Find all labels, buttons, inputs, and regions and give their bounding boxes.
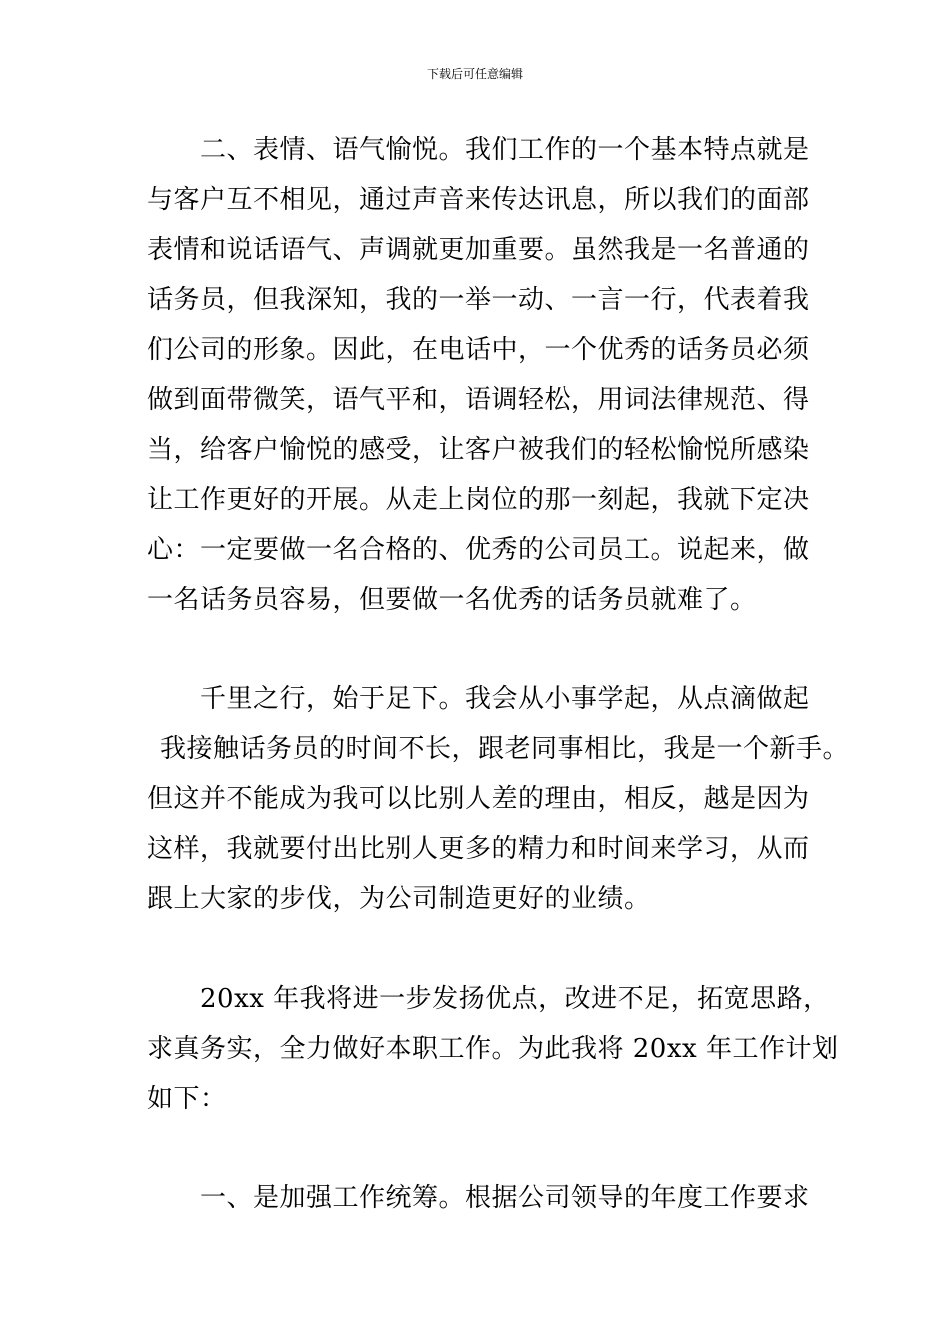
paragraph-2-line-1: 千里之行，始于足下。我会从小事学起，从点滴做起	[200, 684, 810, 714]
paragraph-1-line-9: 心：一定要做一名合格的、优秀的公司员工。说起来，做	[147, 535, 810, 565]
page-header: 下载后可任意编辑	[426, 67, 523, 81]
paragraph-1-line-3: 表情和说话语气、声调就更加重要。虽然我是一名普通的	[147, 235, 810, 265]
paragraph-2-line-2: 我接触话务员的时间不长，跟老同事相比，我是一个新手。	[160, 734, 850, 764]
paragraph-1-line-6: 做到面带微笑，语气平和，语调轻松，用词法律规范、得	[147, 385, 810, 415]
paragraph-1-line-4: 话务员，但我深知，我的一举一动、一言一行，代表着我	[147, 285, 810, 315]
paragraph-3-line-2: 求真务实，全力做好本职工作。为此我将 20xx 年工作计划	[147, 1034, 839, 1064]
paragraph-1-line-8: 让工作更好的开展。从走上岗位的那一刻起，我就下定决	[147, 485, 810, 515]
paragraph-2-line-3: 但这并不能成为我可以比别人差的理由，相反，越是因为	[147, 784, 810, 814]
paragraph-1-line-10: 一名话务员容易，但要做一名优秀的话务员就难了。	[147, 585, 757, 615]
paragraph-3-line-3: 如下：	[147, 1084, 227, 1114]
paragraph-2-line-4: 这样，我就要付出比别人更多的精力和时间来学习，从而	[147, 834, 810, 864]
paragraph-1-line-2: 与客户互不相见，通过声音来传达讯息，所以我们的面部	[147, 185, 810, 215]
paragraph-1-line-1: 二、表情、语气愉悦。我们工作的一个基本特点就是	[200, 135, 810, 165]
paragraph-1-line-7: 当，给客户愉悦的感受，让客户被我们的轻松愉悦所感染	[147, 435, 810, 465]
paragraph-3-line-1: 20xx 年我将进一步发扬优点，改进不足，拓宽思路，	[200, 984, 830, 1014]
paragraph-1-line-5: 们公司的形象。因此，在电话中，一个优秀的话务员必须	[147, 335, 810, 365]
paragraph-4-line-1: 一、是加强工作统筹。根据公司领导的年度工作要求	[200, 1183, 810, 1213]
paragraph-2-line-5: 跟上大家的步伐，为公司制造更好的业绩。	[147, 884, 651, 914]
